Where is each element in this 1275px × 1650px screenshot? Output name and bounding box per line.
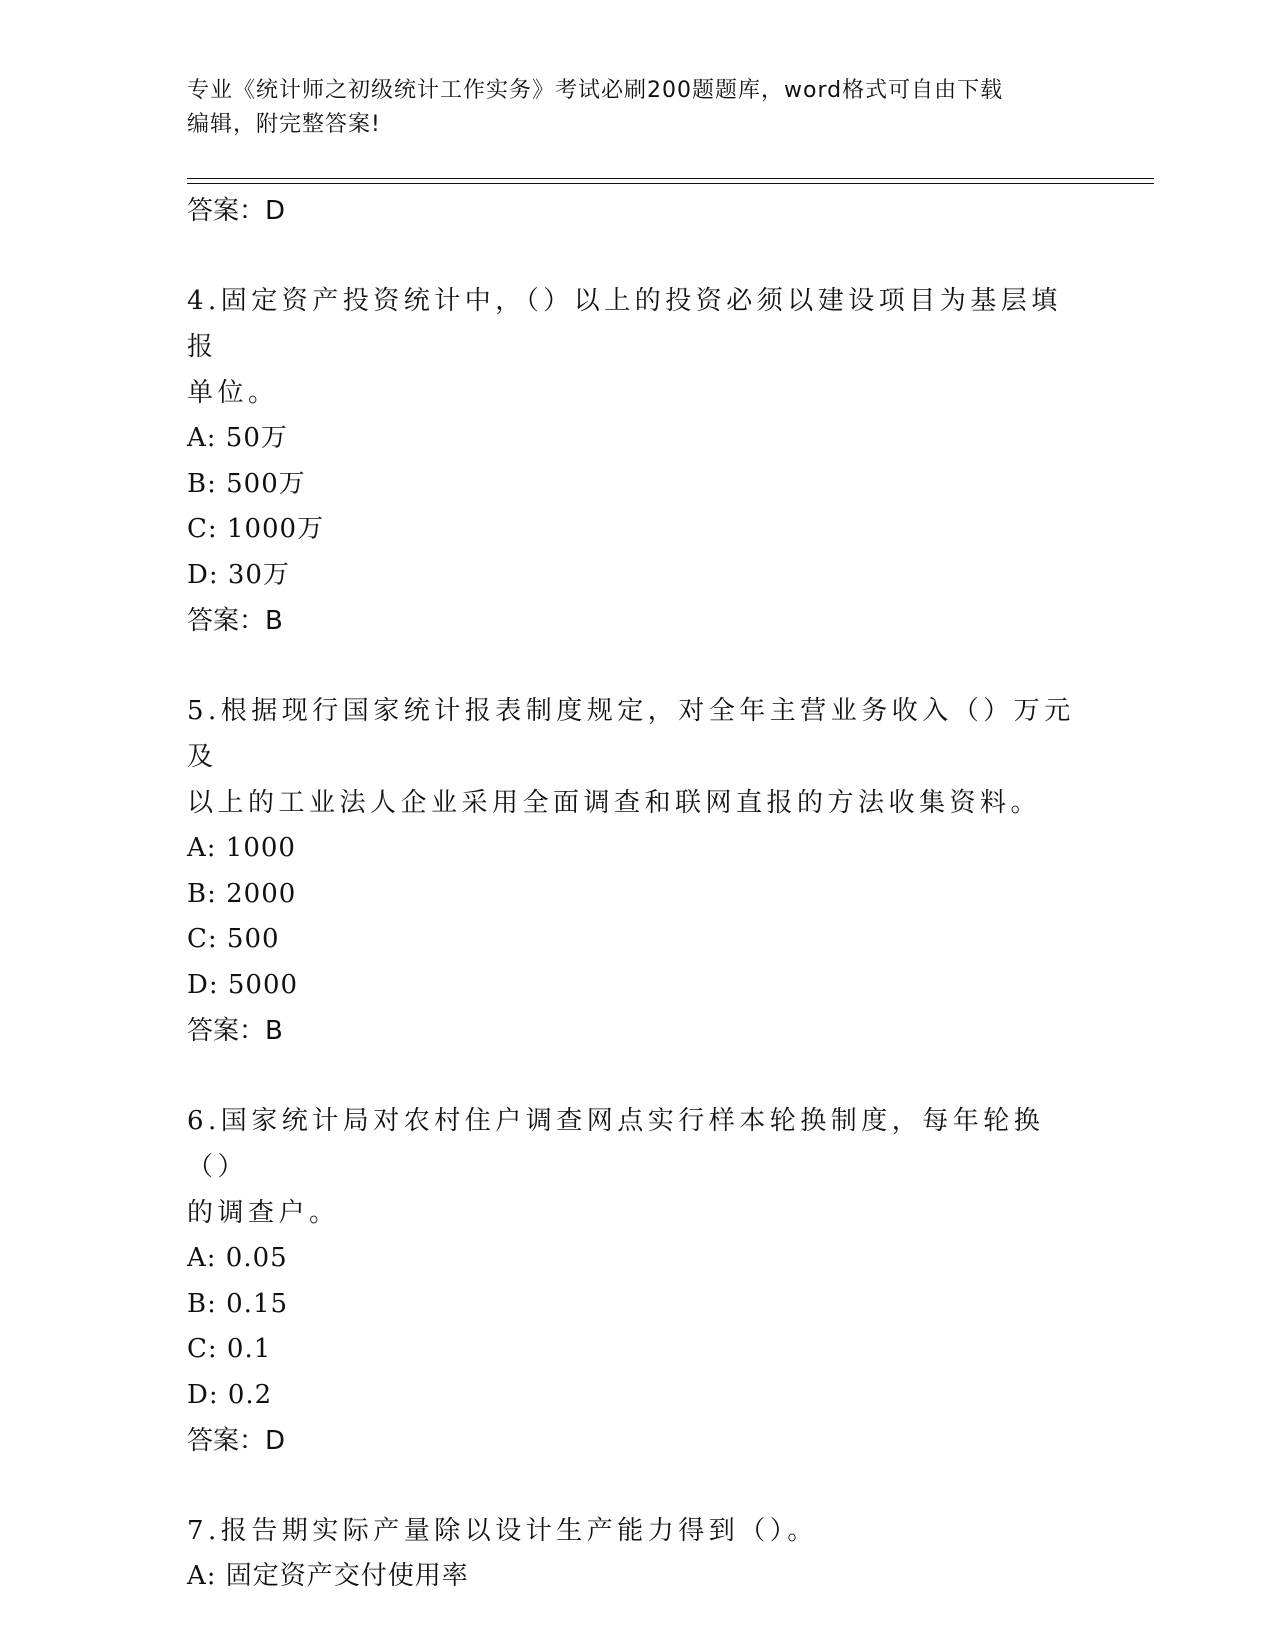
answer-line: 答案：D [187,196,286,226]
option-b: B: 2000 [187,878,297,909]
header-divider-top [187,178,1154,179]
question-6 [187,1098,1087,1464]
question-text: 4.固定资产投资统计中，（）以上的投资必须以建设项目为基层填报 [187,286,1062,362]
option-d: D: 5000 [187,969,299,1000]
question-text: 6.国家统计局对农村住户调查网点实行样本轮换制度，每年轮换（） [187,1106,1045,1182]
question-5 [187,688,1087,1054]
option-b: B: 0.15 [187,1288,289,1319]
header-divider-bottom [187,183,1154,184]
question-4 [187,278,1087,644]
answer-line: 答案：B [187,606,283,636]
answer-line: 答案：B [187,1016,283,1046]
option-c: C: 1000万 [187,514,325,544]
question-text: 的调查户。 [187,1198,340,1228]
question-text: 单位。 [187,378,279,408]
option-a: A: 固定资产交付使用率 [187,1561,469,1591]
spacer [187,1054,1087,1098]
answer-line: 答案：D [187,1426,286,1456]
question-text: 7.报告期实际产量除以设计生产能力得到（）。 [187,1516,818,1546]
question-7 [187,1508,1087,1600]
option-a: A: 0.05 [187,1243,288,1273]
header-line-2: 编辑，附完整答案! [187,112,381,137]
option-c: C: 0.1 [187,1334,272,1364]
option-a: A: 50万 [187,423,288,453]
option-a: A: 1000 [187,833,296,863]
document-body [187,188,1087,1600]
option-b: B: 500万 [187,468,306,499]
question-text: 5.根据现行国家统计报表制度规定，对全年主营业务收入（）万元及 [187,696,1075,772]
spacer [187,1464,1087,1508]
option-d: D: 30万 [187,559,290,590]
header-line-1: 专业《统计师之初级统计工作实务》考试必刷200题题库，word格式可自由下载 [187,78,1004,103]
option-c: C: 500 [187,924,280,954]
spacer [187,644,1087,688]
spacer [187,234,1087,278]
question-text: 以上的工业法人企业采用全面调查和联网直报的方法收集资料。 [187,788,1042,818]
document-header [187,74,1087,142]
option-d: D: 0.2 [187,1379,273,1410]
